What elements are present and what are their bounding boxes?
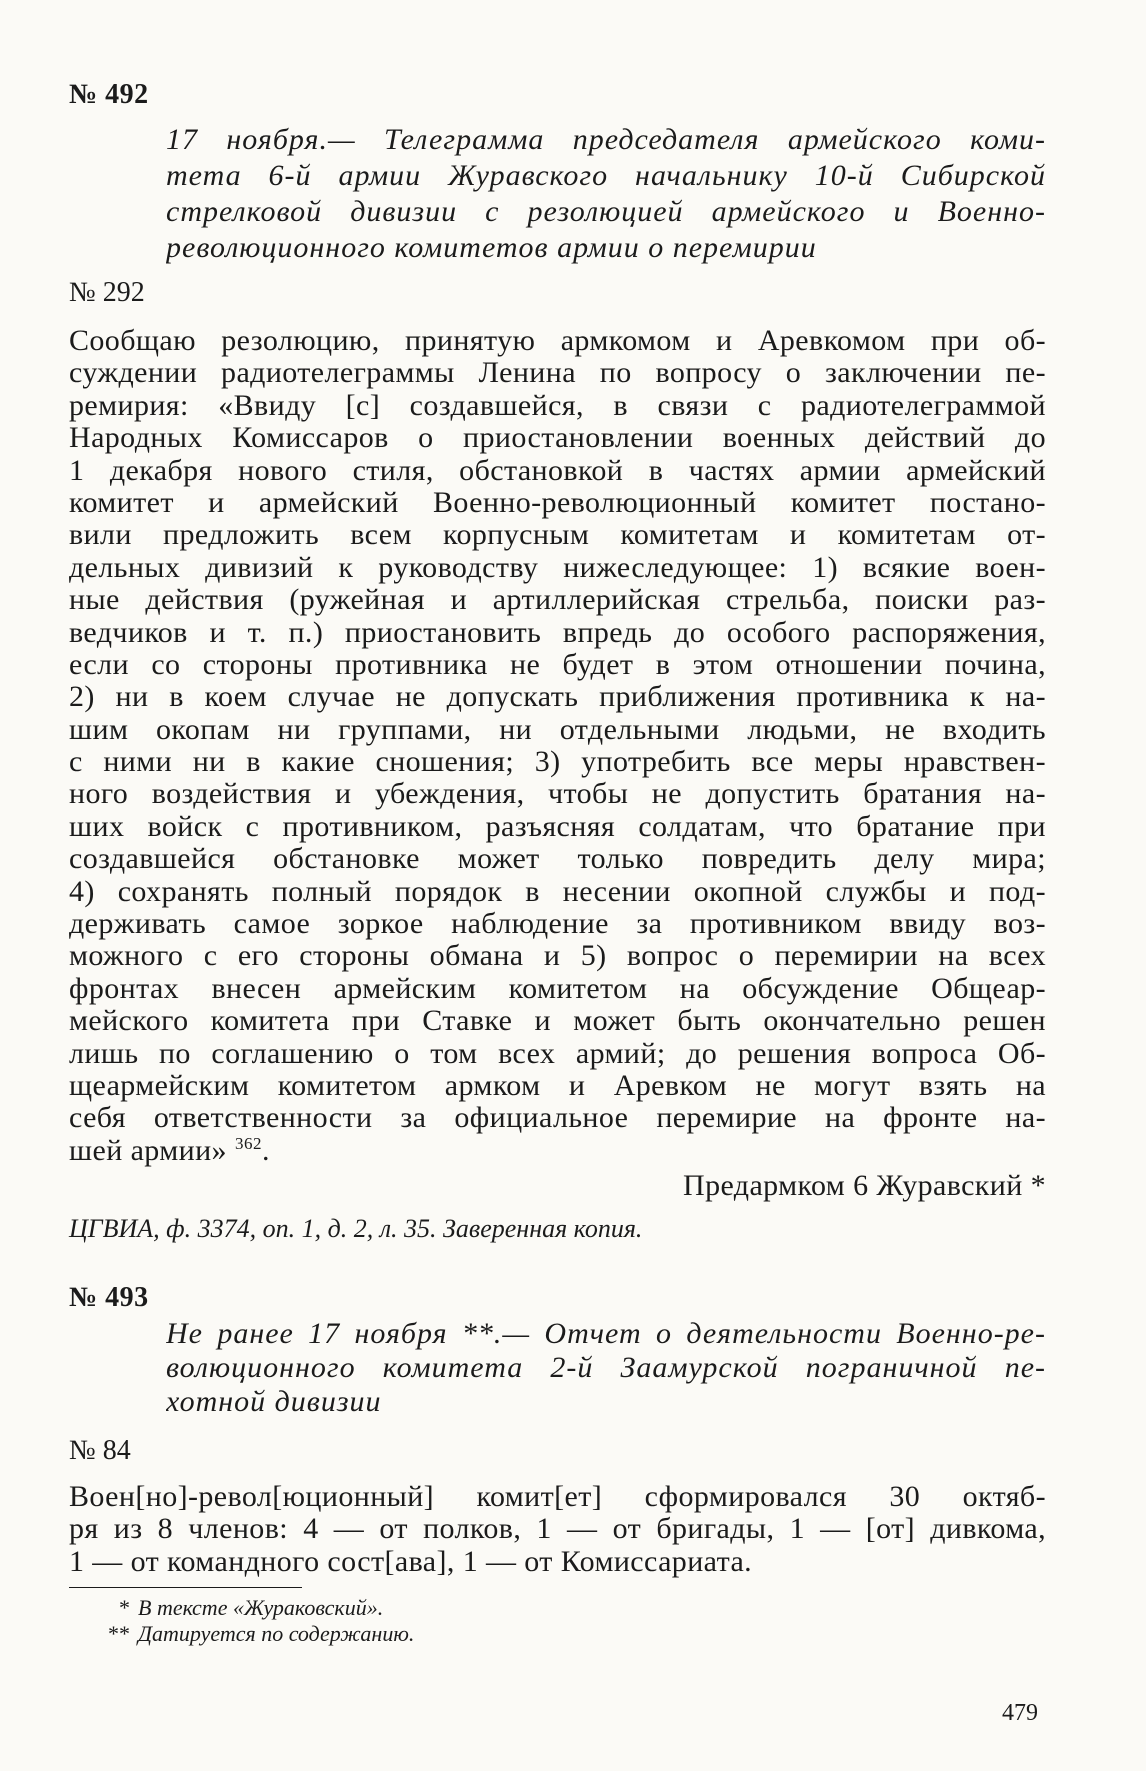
body-line: с ними ни в какие сношения; 3) употребить все меры нравствен- <box>69 746 1046 779</box>
heading-line: стрелковой дивизии с резолюцией армейского и Военно- <box>166 195 1046 228</box>
heading-line: хотной дивизии <box>166 1385 382 1418</box>
body-line: Сообщаю резолюцию, принятую армкомом и Аревкомом при об- <box>69 325 1046 357</box>
body-line: фронтах внесен армейским комитетом на обсуждение Общеар- <box>69 972 1046 1005</box>
body-line: ремирия: «Ввиду [с] создавшейся, в связи с радиотелеграммой <box>69 389 1046 422</box>
body-line: комитет и армейский Военно-революционный комитет постано- <box>69 486 1046 519</box>
signature: Предармком 6 Журавский * <box>683 1169 1046 1202</box>
footnote-text: В тексте «Жураковский». <box>138 1595 384 1620</box>
body-line: суждении радиотелеграммы Ленина по вопросу о заключении пе- <box>69 357 1046 390</box>
body-line: вили предложить всем корпусным комитетам и комитетам от- <box>69 519 1046 552</box>
body-line: 4) сохранять полный порядок в несении окопной службы и под- <box>69 875 1046 908</box>
body-line: шим окопам ни группами, ни отдельными людьми, не входить <box>69 713 1046 746</box>
footnote-divider <box>69 1587 302 1588</box>
document-number-492: № 492 <box>69 79 149 110</box>
document-heading-493 <box>166 1317 1046 1419</box>
body-line: мейского комитета при Ставке и может быть окончательно решен <box>69 1005 1046 1038</box>
body-line: держивать самое зоркое наблюдение за противником ввиду воз- <box>69 908 1046 941</box>
footnote-mark: * <box>119 1595 130 1620</box>
telegram-number-292: № 292 <box>69 277 145 308</box>
footnote-reference: 362 <box>234 1134 262 1153</box>
body-line: Народных Комиссаров о приостановлении военных действий до <box>69 422 1046 455</box>
body-line: лишь по соглашению о том всех армий; до решения вопроса Об- <box>69 1037 1046 1070</box>
body-line: 2) ни в коем случае не допускать приближения противника к на- <box>69 681 1046 714</box>
archive-source: ЦГВИА, ф. 3374, оп. 1, д. 2, л. 35. Заверенная копия. <box>69 1214 643 1243</box>
closing-text: шей армии» <box>69 1134 227 1167</box>
heading-line: тета 6-й армии Журавского начальнику 10-й Сибирской <box>166 159 1046 192</box>
footnotes <box>90 1595 790 1647</box>
body-line: ного воздействия и убеждения, чтобы не допустить братания на- <box>69 778 1046 811</box>
document-body-493 <box>69 1481 1046 1578</box>
heading-line: волюционного комитета 2-й Заамурской пограничной пе- <box>166 1351 1046 1384</box>
heading-line: Не ранее 17 ноября **.— Отчет о деятельности Военно-ре- <box>166 1317 1046 1350</box>
heading-line: 17 ноября.— Телеграмма председателя армейского коми- <box>166 123 1046 156</box>
body-line: создавшейся обстановке может только повредить делу мира; <box>69 843 1046 876</box>
body-line: ведчиков и т. п.) приостановить впредь до особого распоряжения, <box>69 616 1046 649</box>
footnote <box>90 1595 790 1621</box>
body-line: 1 декабря нового стиля, обстановкой в частях армии армейский <box>69 454 1046 487</box>
footnote-mark: ** <box>108 1621 130 1646</box>
page-number: 479 <box>1002 1700 1038 1726</box>
body-line: 1 — от командного сост[ава], 1 — от Комиссариата. <box>69 1545 753 1578</box>
closing-punctuation: . <box>261 1134 270 1167</box>
document-body-492 <box>69 325 1046 1167</box>
body-line: щеармейским комитетом армком и Аревком не могут взять на <box>69 1069 1046 1102</box>
footnote <box>90 1621 790 1647</box>
body-line: ря из 8 членов: 4 — от полков, 1 — от бригады, 1 — [от] дивкома, <box>69 1513 1046 1546</box>
body-line: ные действия (ружейная и артиллерийская стрельба, поиски раз- <box>69 584 1046 617</box>
body-line: Воен[но]-револ[юционный] комит[ет] сформировался 30 октяб- <box>69 1481 1046 1513</box>
report-number-84: № 84 <box>69 1435 131 1466</box>
body-line-closing <box>69 1135 1046 1167</box>
body-line: дельных дивизий к руководству нижеследующее: 1) всякие воен- <box>69 551 1046 584</box>
document-heading-492 <box>166 122 1046 266</box>
document-number-493: № 493 <box>69 1282 149 1313</box>
heading-line: революционного комитетов армии о перемирии <box>166 231 817 264</box>
body-line: можного с его стороны обмана и 5) вопрос о перемирии на всех <box>69 940 1046 973</box>
body-line: ших войск с противником, разъясняя солдатам, что братание при <box>69 810 1046 843</box>
body-line: себя ответственности за официальное перемирие на фронте на- <box>69 1102 1046 1135</box>
footnote-text: Датируется по содержанию. <box>138 1621 415 1646</box>
body-line: если со стороны противника не будет в этом отношении почина, <box>69 648 1046 681</box>
